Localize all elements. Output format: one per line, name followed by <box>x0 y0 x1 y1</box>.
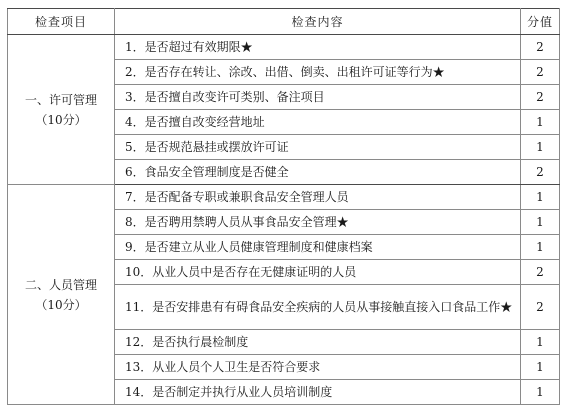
item-score: 2 <box>521 60 560 85</box>
item-score: 1 <box>521 135 560 160</box>
item-content: 14．是否制定并执行从业人员培训制度 <box>115 380 521 405</box>
category-name: 一、许可管理 <box>24 92 97 107</box>
category-cell-personnel <box>8 185 115 405</box>
item-content: 1．是否超过有效期限★ <box>115 35 521 60</box>
item-content: 6．食品安全管理制度是否健全 <box>115 160 521 185</box>
table-row <box>8 35 560 60</box>
category-score-note: （10分） <box>35 297 87 312</box>
item-score: 2 <box>521 260 560 285</box>
header-content: 检查内容 <box>115 9 521 35</box>
category-name: 二、人员管理 <box>24 277 97 292</box>
item-score: 1 <box>521 355 560 380</box>
item-score: 1 <box>521 210 560 235</box>
item-content: 4．是否擅自改变经营地址 <box>115 110 521 135</box>
item-content: 2．是否存在转让、涂改、出借、倒卖、出租许可证等行为★ <box>115 60 521 85</box>
item-content: 10．从业人员中是否存在无健康证明的人员 <box>115 260 521 285</box>
item-content: 5．是否规范悬挂或摆放许可证 <box>115 135 521 160</box>
item-score: 1 <box>521 185 560 210</box>
item-content: 3．是否擅自改变许可类别、备注项目 <box>115 85 521 110</box>
item-score: 1 <box>521 380 560 405</box>
item-content: 13．从业人员个人卫生是否符合要求 <box>115 355 521 380</box>
item-score: 2 <box>521 35 560 60</box>
table-header-row <box>8 9 560 35</box>
inspection-table <box>7 8 560 405</box>
header-score: 分值 <box>521 9 560 35</box>
item-content: 8．是否聘用禁聘人员从事食品安全管理★ <box>115 210 521 235</box>
item-score: 2 <box>521 160 560 185</box>
item-content: 9．是否建立从业人员健康管理制度和健康档案 <box>115 235 521 260</box>
category-score-note: （10分） <box>35 112 87 127</box>
item-score: 2 <box>521 85 560 110</box>
table-row <box>8 185 560 210</box>
item-content: 11．是否安排患有有碍食品安全疾病的人员从事接触直接入口食品工作★ <box>115 285 521 330</box>
item-score: 2 <box>521 285 560 330</box>
item-score: 1 <box>521 330 560 355</box>
item-score: 1 <box>521 235 560 260</box>
header-category: 检查项目 <box>8 9 115 35</box>
category-cell-license <box>8 35 115 185</box>
item-score: 1 <box>521 110 560 135</box>
item-content: 7．是否配备专职或兼职食品安全管理人员 <box>115 185 521 210</box>
item-content: 12．是否执行晨检制度 <box>115 330 521 355</box>
